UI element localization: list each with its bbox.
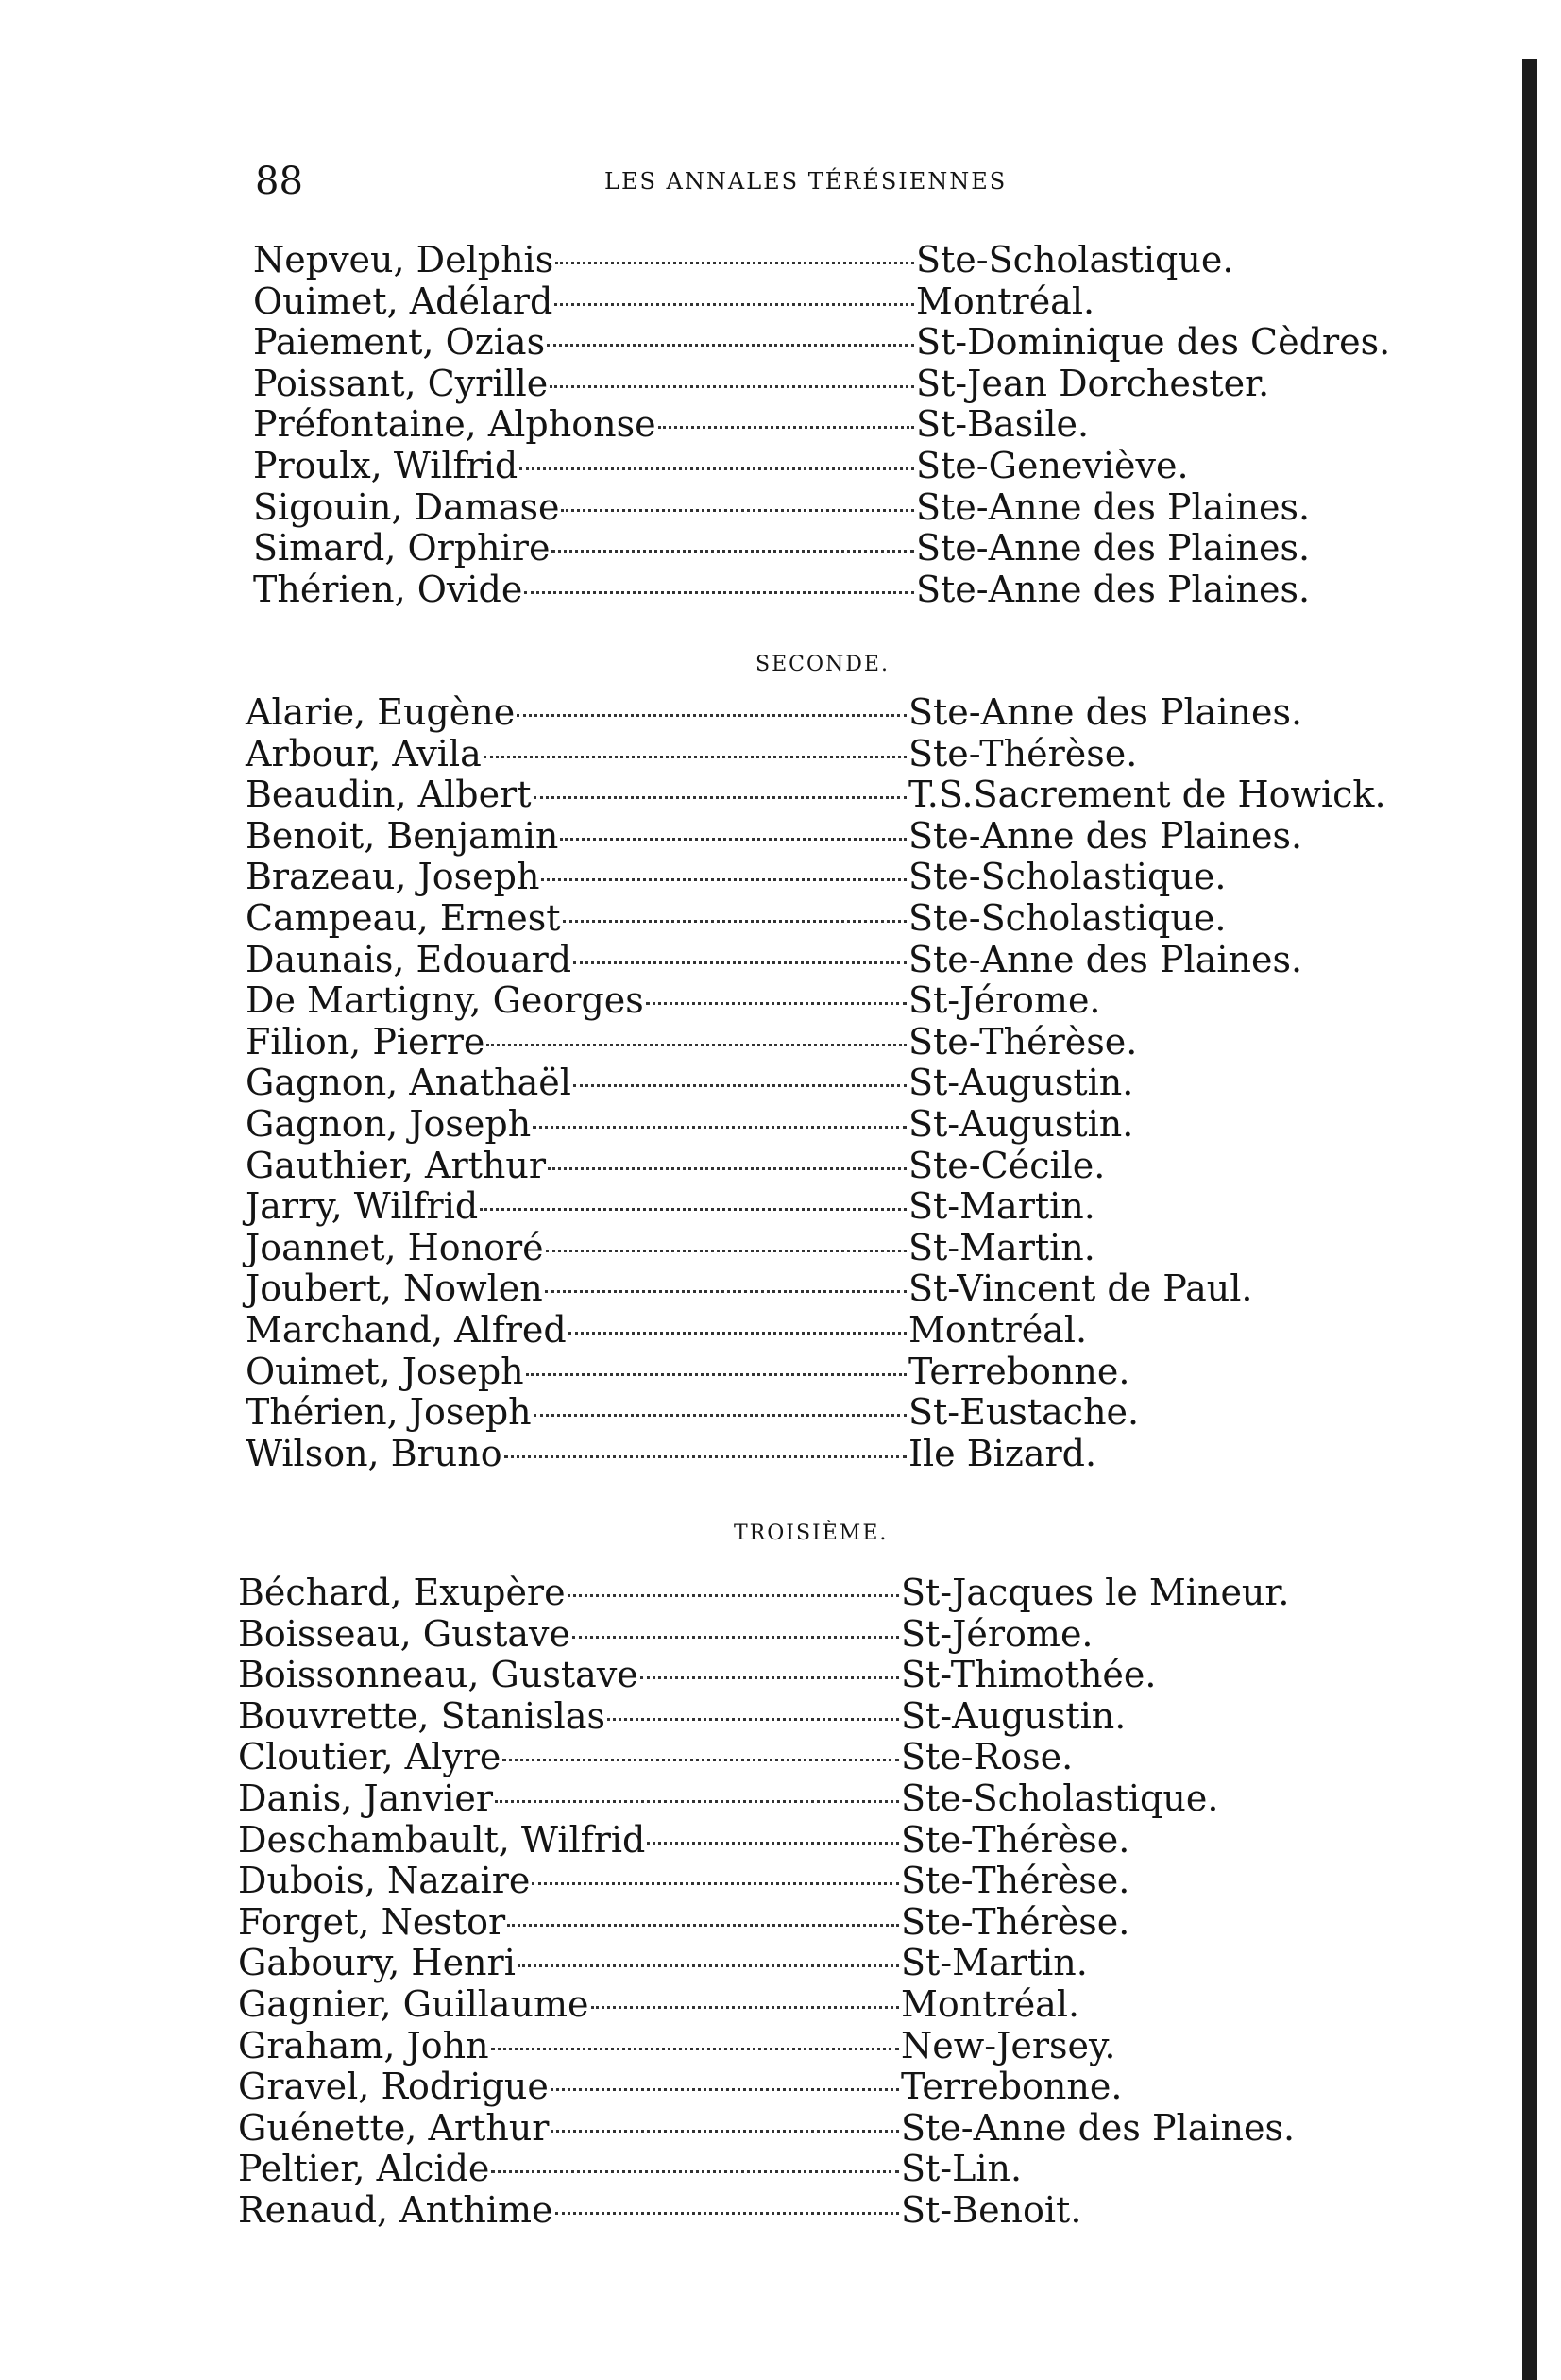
name-column — [246, 857, 908, 898]
dot-leader — [517, 714, 907, 717]
list-item — [246, 898, 1492, 940]
name-column — [253, 364, 916, 405]
dot-leader — [607, 1718, 899, 1721]
list-item — [238, 1943, 1485, 1984]
home-parish: Ste-Anne des Plaines. — [916, 568, 1311, 610]
home-parish: Montréal. — [908, 1308, 1088, 1351]
name-column — [238, 1902, 901, 1944]
home-parish: Montréal. — [901, 1982, 1080, 2025]
student-name: Ouimet, Joseph — [246, 1350, 524, 1392]
list-item — [246, 1228, 1492, 1269]
name-column — [238, 1614, 901, 1656]
student-name: Deschambault, Wilfrid — [238, 1818, 646, 1861]
list-item — [246, 734, 1492, 775]
student-name: Filion, Pierre — [246, 1020, 485, 1062]
list-item — [238, 2026, 1485, 2067]
dot-leader — [646, 1002, 907, 1005]
dot-leader — [484, 756, 907, 758]
name-column — [253, 281, 916, 323]
dot-leader — [658, 426, 914, 429]
dot-leader — [568, 1594, 899, 1597]
student-name: Gagnon, Anathaël — [246, 1062, 571, 1104]
home-parish: St-Vincent de Paul. — [908, 1267, 1253, 1310]
home-parish: Terrebonne. — [901, 2066, 1123, 2108]
dot-leader — [555, 2212, 899, 2215]
dot-leader — [546, 1250, 907, 1252]
home-parish: Ste-Scholastique. — [901, 1776, 1219, 1819]
dot-leader — [547, 344, 914, 347]
home-parish: Ste-Scholastique. — [908, 896, 1227, 939]
name-column — [253, 240, 916, 281]
entry-list — [253, 240, 1500, 610]
list-item — [238, 1614, 1485, 1656]
dot-leader — [541, 878, 907, 881]
student-name: Graham, John — [238, 2024, 489, 2066]
dot-leader — [573, 1084, 907, 1087]
student-name: Paiement, Ozias — [253, 321, 546, 364]
dot-leader — [573, 961, 907, 964]
home-parish: Ste-Cécile. — [908, 1144, 1106, 1186]
home-parish: Ste-Anne des Plaines. — [908, 814, 1303, 857]
student-name: Béchard, Exupère — [238, 1572, 566, 1613]
student-name: Marchand, Alfred — [246, 1308, 567, 1351]
student-name: Wilson, Bruno — [246, 1432, 502, 1474]
list-item — [238, 1696, 1485, 1738]
name-column — [246, 1022, 908, 1063]
list-item — [246, 1146, 1492, 1187]
student-name: Ouimet, Adélard — [253, 280, 553, 322]
student-name: Alarie, Eugène — [246, 691, 516, 733]
name-column — [246, 1228, 908, 1269]
home-parish: St-Jacques le Mineur. — [901, 1572, 1290, 1613]
name-column — [246, 816, 908, 858]
list-item — [246, 940, 1492, 981]
student-name: Bouvrette, Stanislas — [238, 1694, 605, 1737]
dot-leader — [519, 468, 914, 470]
class-list-seconde — [246, 692, 1492, 1474]
name-column — [246, 692, 908, 734]
list-item — [253, 446, 1500, 487]
list-item — [253, 364, 1500, 405]
name-column — [246, 774, 908, 816]
name-column — [238, 1861, 901, 1902]
list-item — [246, 1310, 1492, 1352]
dot-leader — [545, 1290, 907, 1293]
home-parish: St-Dominique des Cèdres. — [916, 321, 1391, 364]
list-item — [246, 1352, 1492, 1393]
dot-leader — [548, 1167, 907, 1170]
list-item — [238, 2190, 1485, 2232]
dot-leader — [504, 1455, 907, 1458]
name-column — [246, 1062, 908, 1104]
home-parish: St-Martin. — [908, 1226, 1095, 1268]
name-column — [238, 1655, 901, 1696]
student-name: Arbour, Avila — [246, 732, 482, 774]
dot-leader — [572, 1636, 899, 1639]
student-name: Cloutier, Alyre — [238, 1736, 501, 1778]
running-title: LES ANNALES TÉRÉSIENNES — [604, 168, 1008, 195]
name-column — [238, 2190, 901, 2232]
student-name: Campeau, Ernest — [246, 896, 561, 939]
home-parish: St-Jérome. — [901, 1612, 1094, 1655]
student-name: Sigouin, Damase — [253, 485, 560, 528]
name-column — [246, 1104, 908, 1146]
home-parish: Ste-Thérèse. — [901, 1818, 1130, 1861]
home-parish: T.S.Sacrement de Howick. — [908, 774, 1386, 816]
dot-leader — [480, 1208, 907, 1211]
student-name: Gagnon, Joseph — [246, 1102, 532, 1145]
home-parish: Ste-Anne des Plaines. — [916, 527, 1311, 570]
list-item — [238, 1737, 1485, 1778]
list-item — [253, 404, 1500, 446]
entry-list — [238, 1572, 1485, 2232]
name-column — [253, 570, 916, 611]
student-name: Peltier, Alcide — [238, 2148, 490, 2190]
student-name: Thérien, Ovide — [253, 568, 523, 610]
dot-leader — [551, 550, 914, 552]
list-item — [246, 1022, 1492, 1063]
student-name: Dubois, Nazaire — [238, 1860, 531, 1902]
list-item — [246, 1392, 1492, 1434]
home-parish: Ile Bizard. — [908, 1432, 1097, 1474]
name-column — [238, 1778, 901, 1820]
home-parish: Ste-Geneviève. — [916, 444, 1189, 486]
dot-leader — [507, 1924, 899, 1927]
page-number: 88 — [255, 160, 303, 203]
name-column — [238, 1984, 901, 2026]
home-parish: Ste-Thérèse. — [908, 1020, 1138, 1062]
student-name: Forget, Nestor — [238, 1900, 506, 1943]
home-parish: Ste-Rose. — [901, 1736, 1074, 1778]
home-parish: Ste-Scholastique. — [908, 856, 1227, 898]
name-column — [238, 2108, 901, 2150]
dot-leader — [502, 1759, 899, 1761]
name-column — [238, 2066, 901, 2108]
home-parish: St-Benoit. — [901, 2188, 1082, 2231]
class-list-first — [253, 240, 1500, 610]
dot-leader — [532, 1882, 899, 1885]
dot-leader — [560, 838, 907, 841]
home-parish: Ste-Scholastique. — [916, 239, 1234, 280]
dot-leader — [491, 2048, 899, 2050]
student-name: Renaud, Anthime — [238, 2188, 553, 2231]
name-column — [246, 734, 908, 775]
section-heading-seconde: SECONDE. — [755, 653, 890, 676]
home-parish: St-Martin. — [908, 1185, 1095, 1228]
home-parish: Ste-Thérèse. — [901, 1900, 1130, 1943]
name-column — [238, 1737, 901, 1778]
student-name: Poissant, Cyrille — [253, 362, 549, 404]
list-item — [238, 1984, 1485, 2026]
dot-leader — [486, 1044, 907, 1046]
home-parish: St-Augustin. — [901, 1694, 1127, 1737]
name-column — [246, 940, 908, 981]
dot-leader — [534, 1414, 907, 1417]
student-name: Proulx, Wilfrid — [253, 444, 518, 486]
student-name: Daunais, Edouard — [246, 938, 572, 980]
name-column — [246, 1352, 908, 1393]
name-column — [246, 1186, 908, 1228]
home-parish: Ste-Anne des Plaines. — [908, 691, 1303, 733]
home-parish: St-Augustin. — [908, 1062, 1134, 1104]
list-item — [246, 1186, 1492, 1228]
name-column — [253, 322, 916, 364]
dot-leader — [568, 1332, 907, 1334]
student-name: Nepveu, Delphis — [253, 239, 554, 280]
dot-leader — [555, 262, 914, 264]
home-parish: Ste-Thérèse. — [908, 732, 1138, 774]
list-item — [246, 857, 1492, 898]
list-item — [246, 774, 1492, 816]
dot-leader — [491, 2170, 899, 2173]
class-list-troisieme — [238, 1572, 1485, 2232]
name-column — [253, 446, 916, 487]
name-column — [246, 980, 908, 1022]
student-name: Préfontaine, Alphonse — [253, 403, 656, 446]
home-parish: St-Lin. — [901, 2148, 1023, 2190]
dot-leader — [551, 2088, 899, 2091]
list-item — [238, 1655, 1485, 1696]
name-column — [238, 2149, 901, 2190]
home-parish: St-Augustin. — [908, 1102, 1134, 1145]
name-column — [253, 404, 916, 446]
name-column — [238, 2026, 901, 2067]
list-item — [246, 1268, 1492, 1310]
dot-leader — [524, 591, 914, 594]
home-parish: St-Eustache. — [908, 1391, 1140, 1434]
name-column — [246, 1146, 908, 1187]
home-parish: Ste-Anne des Plaines. — [916, 485, 1311, 528]
student-name: Beaudin, Albert — [246, 774, 532, 816]
dot-leader — [550, 385, 914, 388]
home-parish: St-Jean Dorchester. — [916, 362, 1270, 404]
student-name: Gagnier, Guillaume — [238, 1982, 589, 2025]
name-column — [238, 1696, 901, 1738]
dot-leader — [591, 2006, 899, 2009]
page-header — [255, 159, 1105, 204]
home-parish: Terrebonne. — [908, 1350, 1130, 1392]
dot-leader — [561, 509, 914, 512]
student-name: Thérien, Joseph — [246, 1391, 532, 1434]
list-item — [246, 816, 1492, 858]
home-parish: St-Martin. — [901, 1942, 1088, 1984]
list-item — [246, 980, 1492, 1022]
list-item — [253, 322, 1500, 364]
name-column — [238, 1820, 901, 1862]
list-item — [238, 1572, 1485, 1614]
dot-leader — [533, 1126, 907, 1129]
list-item — [238, 1778, 1485, 1820]
home-parish: New-Jersey. — [901, 2024, 1116, 2066]
list-item — [253, 281, 1500, 323]
page-edge-shadow — [1522, 59, 1537, 2380]
name-column — [253, 528, 916, 570]
name-column — [246, 1392, 908, 1434]
list-item — [238, 2108, 1485, 2150]
home-parish: Ste-Thérèse. — [901, 1860, 1130, 1902]
student-name: Joannet, Honoré — [246, 1226, 544, 1268]
dot-leader — [518, 1964, 899, 1967]
student-name: De Martigny, Georges — [246, 979, 644, 1022]
dot-leader — [495, 1800, 899, 1803]
list-item — [246, 692, 1492, 734]
list-item — [238, 1820, 1485, 1862]
student-name: Guénette, Arthur — [238, 2106, 550, 2149]
name-column — [246, 898, 908, 940]
list-item — [253, 570, 1500, 611]
list-item — [238, 1861, 1485, 1902]
dot-leader — [526, 1373, 907, 1376]
name-column — [246, 1310, 908, 1352]
name-column — [246, 1268, 908, 1310]
name-column — [253, 487, 916, 529]
name-column — [238, 1572, 901, 1614]
student-name: Danis, Janvier — [238, 1776, 494, 1819]
list-item — [253, 240, 1500, 281]
name-column — [238, 1943, 901, 1984]
student-name: Benoit, Benjamin — [246, 814, 559, 857]
student-name: Gaboury, Henri — [238, 1942, 516, 1984]
list-item — [246, 1104, 1492, 1146]
list-item — [238, 2149, 1485, 2190]
student-name: Gravel, Rodrigue — [238, 2066, 549, 2108]
list-item — [246, 1062, 1492, 1104]
entry-list — [246, 692, 1492, 1474]
student-name: Boissonneau, Gustave — [238, 1654, 638, 1696]
student-name: Brazeau, Joseph — [246, 856, 540, 898]
dot-leader — [534, 796, 908, 799]
student-name: Simard, Orphire — [253, 527, 551, 570]
dot-leader — [640, 1676, 899, 1679]
home-parish: Ste-Anne des Plaines. — [908, 938, 1303, 980]
list-item — [238, 1902, 1485, 1944]
dot-leader — [554, 303, 914, 306]
list-item — [253, 528, 1500, 570]
student-name: Jarry, Wilfrid — [246, 1185, 479, 1228]
dot-leader — [551, 2130, 899, 2133]
list-item — [253, 487, 1500, 529]
dot-leader — [563, 920, 907, 923]
dot-leader — [647, 1842, 899, 1844]
section-heading-troisieme: TROISIÈME. — [734, 1522, 889, 1545]
list-item — [238, 2066, 1485, 2108]
home-parish: Ste-Anne des Plaines. — [901, 2106, 1296, 2149]
student-name: Joubert, Nowlen — [246, 1267, 543, 1310]
name-column — [246, 1434, 908, 1475]
student-name: Gauthier, Arthur — [246, 1144, 547, 1186]
home-parish: Montréal. — [916, 280, 1095, 322]
home-parish: St-Jérome. — [908, 979, 1101, 1022]
home-parish: St-Thimothée. — [901, 1654, 1157, 1696]
home-parish: St-Basile. — [916, 403, 1090, 446]
student-name: Boisseau, Gustave — [238, 1612, 570, 1655]
list-item — [246, 1434, 1492, 1475]
